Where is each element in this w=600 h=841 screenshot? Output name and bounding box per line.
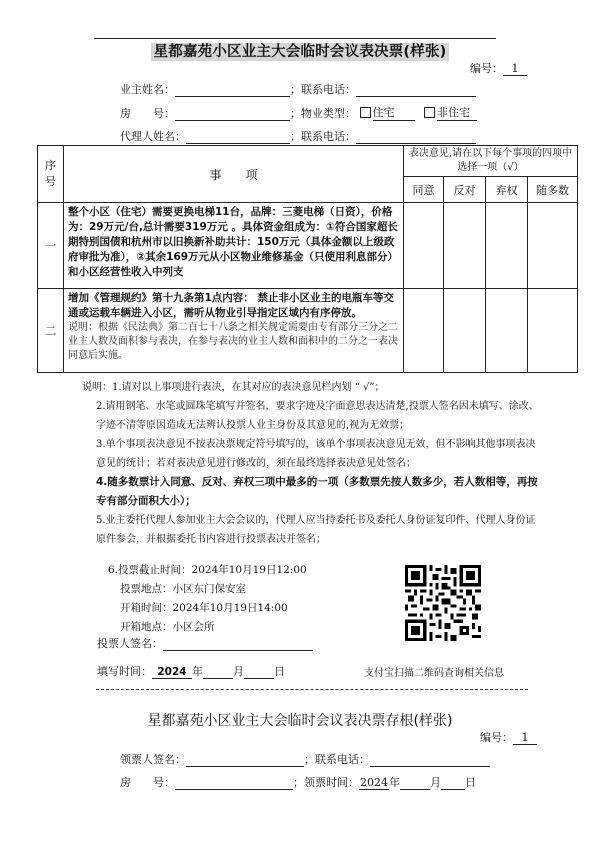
qr-code-icon[interactable]	[405, 565, 481, 641]
agent-phone-field[interactable]	[356, 143, 476, 144]
residential-checkbox[interactable]	[360, 107, 371, 118]
non-residential-checkbox[interactable]	[424, 107, 435, 118]
vote-place: 小区东门保安室	[172, 583, 246, 595]
col-opinion-header: 表决意见,请在以下每个事项的四项中选择一项（√）	[404, 146, 578, 177]
serial-value: 1	[503, 62, 527, 76]
instructions	[82, 378, 544, 549]
col-seq-header: 序号	[38, 146, 64, 203]
stub-month-field[interactable]	[400, 789, 430, 790]
stub-receive-year: 2024	[360, 776, 388, 789]
stub-receiver-row: 领票人签名： ；联系电话：	[120, 751, 490, 767]
item-main-text: 增加《管理规约》第十九条第1点内容： 禁止非小区业主的电瓶车等交通或运载车辆进入小区，需听从物业引导指定区域内有序停放。	[68, 292, 394, 319]
vote-cell-majority[interactable]	[528, 289, 578, 373]
vote-cell-abstain[interactable]	[486, 203, 528, 289]
non-residential-label: 非住宅	[437, 104, 477, 121]
room-row: 房 号： ；物业类型： 住宅 非住宅	[120, 104, 477, 121]
note-1: 说明：1.请对以上事项进行表决，在其对应的表决意见栏内划 “ √”；	[82, 382, 385, 393]
stub-receiver-sign-field[interactable]	[186, 766, 304, 767]
item-note: 说明：根据《民法典》第二百七十八条之相关规定需要由专有部分三分之二业主人数及面积参与表决，在参与表决的业主人数和面积中的二分之一表决同意后实施。	[68, 322, 398, 361]
option-oppose-header: 反对	[444, 177, 486, 203]
voter-sign-field[interactable]	[163, 650, 313, 651]
vote-cell-agree[interactable]	[404, 203, 444, 289]
note-2: 2.请用钢笔、水笔或圆珠笔填写并签名，要求字迹及字面意思表达清楚,投票人签名因未填写、涂改、字迹不清等原因造成无法辨认投票人业主身份及其意见的,视为无效票；	[96, 401, 539, 431]
room-field[interactable]	[175, 120, 290, 121]
vote-cell-oppose[interactable]	[444, 203, 486, 289]
table-row	[38, 203, 578, 289]
owner-phone-field[interactable]	[356, 96, 476, 97]
option-majority-header: 随多数	[528, 177, 578, 203]
stub-day-field[interactable]	[441, 789, 465, 790]
stub-room-field[interactable]	[175, 789, 293, 790]
agent-row: 代理人姓名： ；联系电话：	[120, 128, 476, 144]
open-place: 小区会所	[172, 621, 215, 633]
tear-line	[96, 689, 528, 690]
item-text: 整个小区（住宅）需要更换电梯11台，品牌：三菱电梯（日资），价格为：29万元/台,总计需要319万元 。具体资金组成为：①符合国家超长期特别国债和杭州市以旧换新补助共计：150万元（具体金额以上级政府审批为准），②其余169万元从小区物业维修基金（只使用利息部分）和小区经营性收入中列支	[64, 203, 404, 289]
fill-time-row: 填写时间： 2024 年 月 日	[97, 665, 285, 678]
item-text	[64, 289, 404, 373]
item-seq: 一	[38, 203, 64, 289]
deadline: 2024年10月19日12:00	[191, 564, 307, 576]
vote-cell-abstain[interactable]	[486, 289, 528, 373]
stub-serial: 编号： 1	[480, 729, 537, 745]
note-5: 5.业主委托代理人参加业主大会会议的，代理人应当持委托书及委托人身份证复印件、代理人身份证原件参会，并根据委托书内容进行投票表决并签名；	[96, 515, 536, 545]
vote-cell-majority[interactable]	[528, 203, 578, 289]
stub-room-row: 房 号： ；领票时间：2024年 月 日	[120, 776, 476, 789]
schedule-block: 6.投票截止时间：2024年10月19日12:00 投票地点：小区东门保安室 开箱时间：2024年10月19日14:00 开箱地点：小区会所	[108, 564, 307, 633]
option-abstain-header: 弃权	[486, 177, 528, 203]
qr-caption: 支付宝扫描二维码查询相关信息	[364, 668, 504, 679]
serial-number: 编号： 1	[470, 60, 527, 76]
vote-cell-oppose[interactable]	[444, 289, 486, 373]
col-item-header: 事 项	[64, 146, 404, 203]
vote-table	[37, 145, 578, 373]
owner-name-field[interactable]	[175, 96, 290, 97]
stub-serial-value: 1	[513, 731, 537, 745]
fill-day-field[interactable]	[244, 678, 274, 679]
ballot-title: 星都嘉苑小区业主大会临时会议表决票(样张)	[0, 40, 600, 61]
residential-label: 住宅	[373, 104, 415, 121]
vote-cell-agree[interactable]	[404, 289, 444, 373]
agent-name-field[interactable]	[186, 143, 290, 144]
stub-title: 星都嘉苑小区业主大会临时会议表决票存根(样张)	[147, 713, 453, 729]
fill-year: 2024	[152, 666, 192, 679]
stub-phone-field[interactable]	[370, 766, 490, 767]
fill-month-field[interactable]	[203, 678, 233, 679]
table-row	[38, 289, 578, 373]
note-3: 3.单个事项表决意见不按表决票规定符号填写的，该单个事项表决意见无效，但不影响其他事项表决意见的统计；若对表决意见进行修改的，须在最终选择表决意见处签名；	[96, 439, 536, 469]
voter-sign-row: 投票人签名：	[97, 635, 313, 651]
option-agree-header: 同意	[404, 177, 444, 203]
top-rule	[94, 38, 496, 39]
owner-name-row: 业主姓名： ；联系电话：	[120, 81, 476, 97]
open-time: 2024年10月19日14:00	[172, 602, 288, 614]
item-seq: 二	[38, 289, 64, 373]
note-4: 4.随多数票计入同意、反对、弃权三项中最多的一项（多数票先按人数多少，若人数相等，再按专有部分面积大小）；	[96, 476, 538, 507]
